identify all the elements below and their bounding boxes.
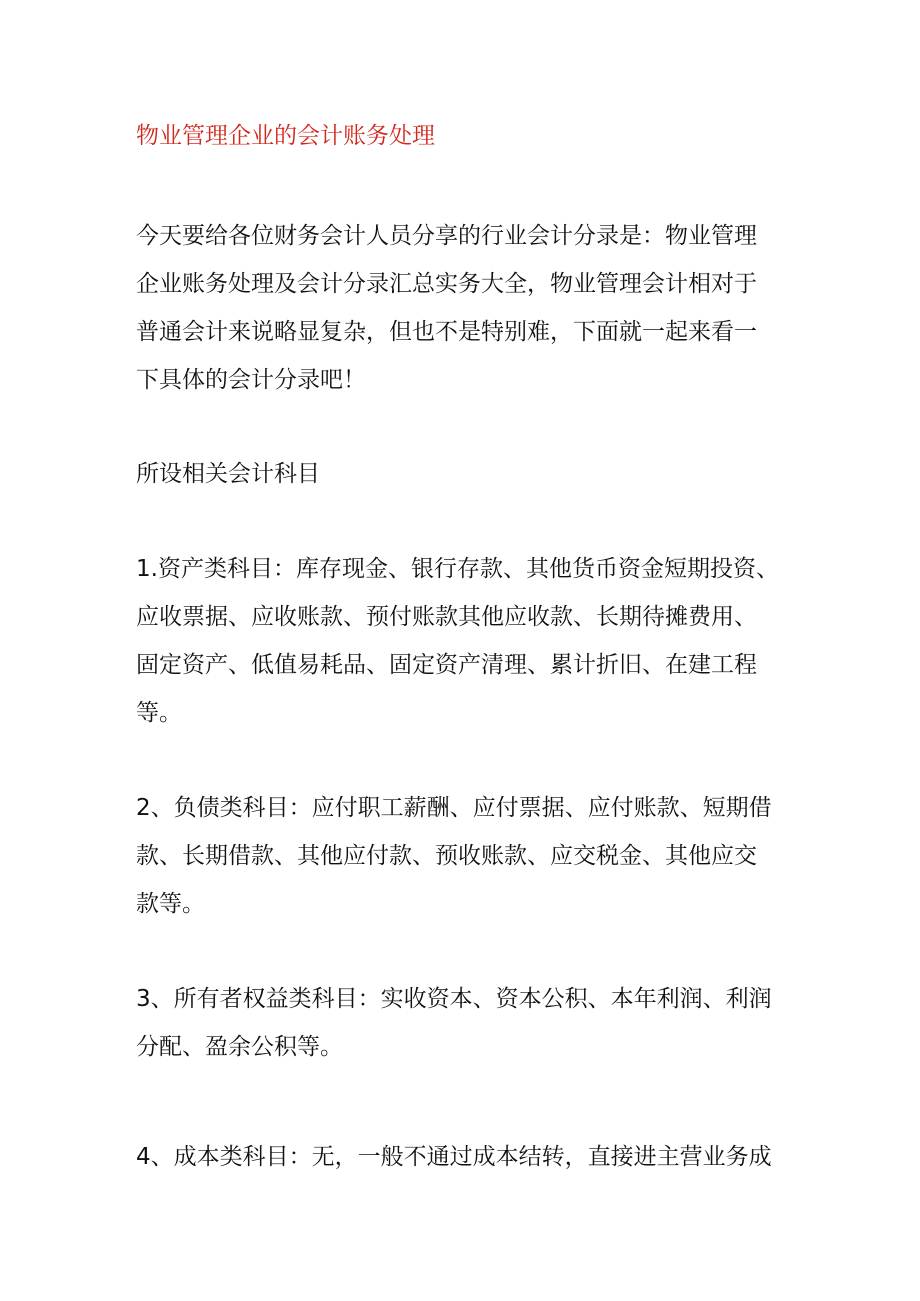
item-line: 款等。 bbox=[136, 891, 205, 917]
item-line: 款、长期借款、其他应付款、预收账款、应交税金、其他应交 bbox=[136, 843, 757, 869]
item-line: 等。 bbox=[136, 700, 182, 726]
item-line: 固定资产、低值易耗品、固定资产清理、累计折旧、在建工程 bbox=[136, 652, 757, 678]
document-title: 物业管理企业的会计账务处理 bbox=[136, 123, 435, 149]
intro-line: 今天要给各位财务会计人员分享的行业会计分录是：物业管理 bbox=[136, 223, 757, 249]
section-heading-text: 所设相关会计科目 bbox=[136, 461, 320, 487]
asset-accounts-item bbox=[136, 545, 786, 737]
item-line: 4、成本类科目：无，一般不通过成本结转，直接进主营业务成 bbox=[136, 1144, 772, 1170]
item-line: 2、负债类科目：应付职工薪酬、应付票据、应付账款、短期借 bbox=[136, 795, 772, 821]
item-line: 1.资产类科目：库存现金、银行存款、其他货币资金短期投资、 bbox=[136, 556, 779, 582]
cost-accounts-item bbox=[136, 1133, 786, 1181]
intro-line: 普通会计来说略显复杂，但也不是特别难，下面就一起来看一 bbox=[136, 319, 757, 345]
section-heading bbox=[136, 450, 786, 498]
liability-accounts-item bbox=[136, 784, 786, 928]
item-line: 应收票据、应收账款、预付账款其他应收款、长期待摊费用、 bbox=[136, 604, 757, 630]
item-line: 3、所有者权益类科目：实收资本、资本公积、本年利润、利润 bbox=[136, 986, 772, 1012]
item-line: 分配、盈余公积等。 bbox=[136, 1034, 343, 1060]
equity-accounts-item bbox=[136, 975, 786, 1071]
intro-line: 企业账务处理及会计分录汇总实务大全，物业管理会计相对于 bbox=[136, 271, 757, 297]
intro-paragraph bbox=[136, 212, 786, 404]
intro-line: 下具体的会计分录吧！ bbox=[136, 367, 366, 393]
